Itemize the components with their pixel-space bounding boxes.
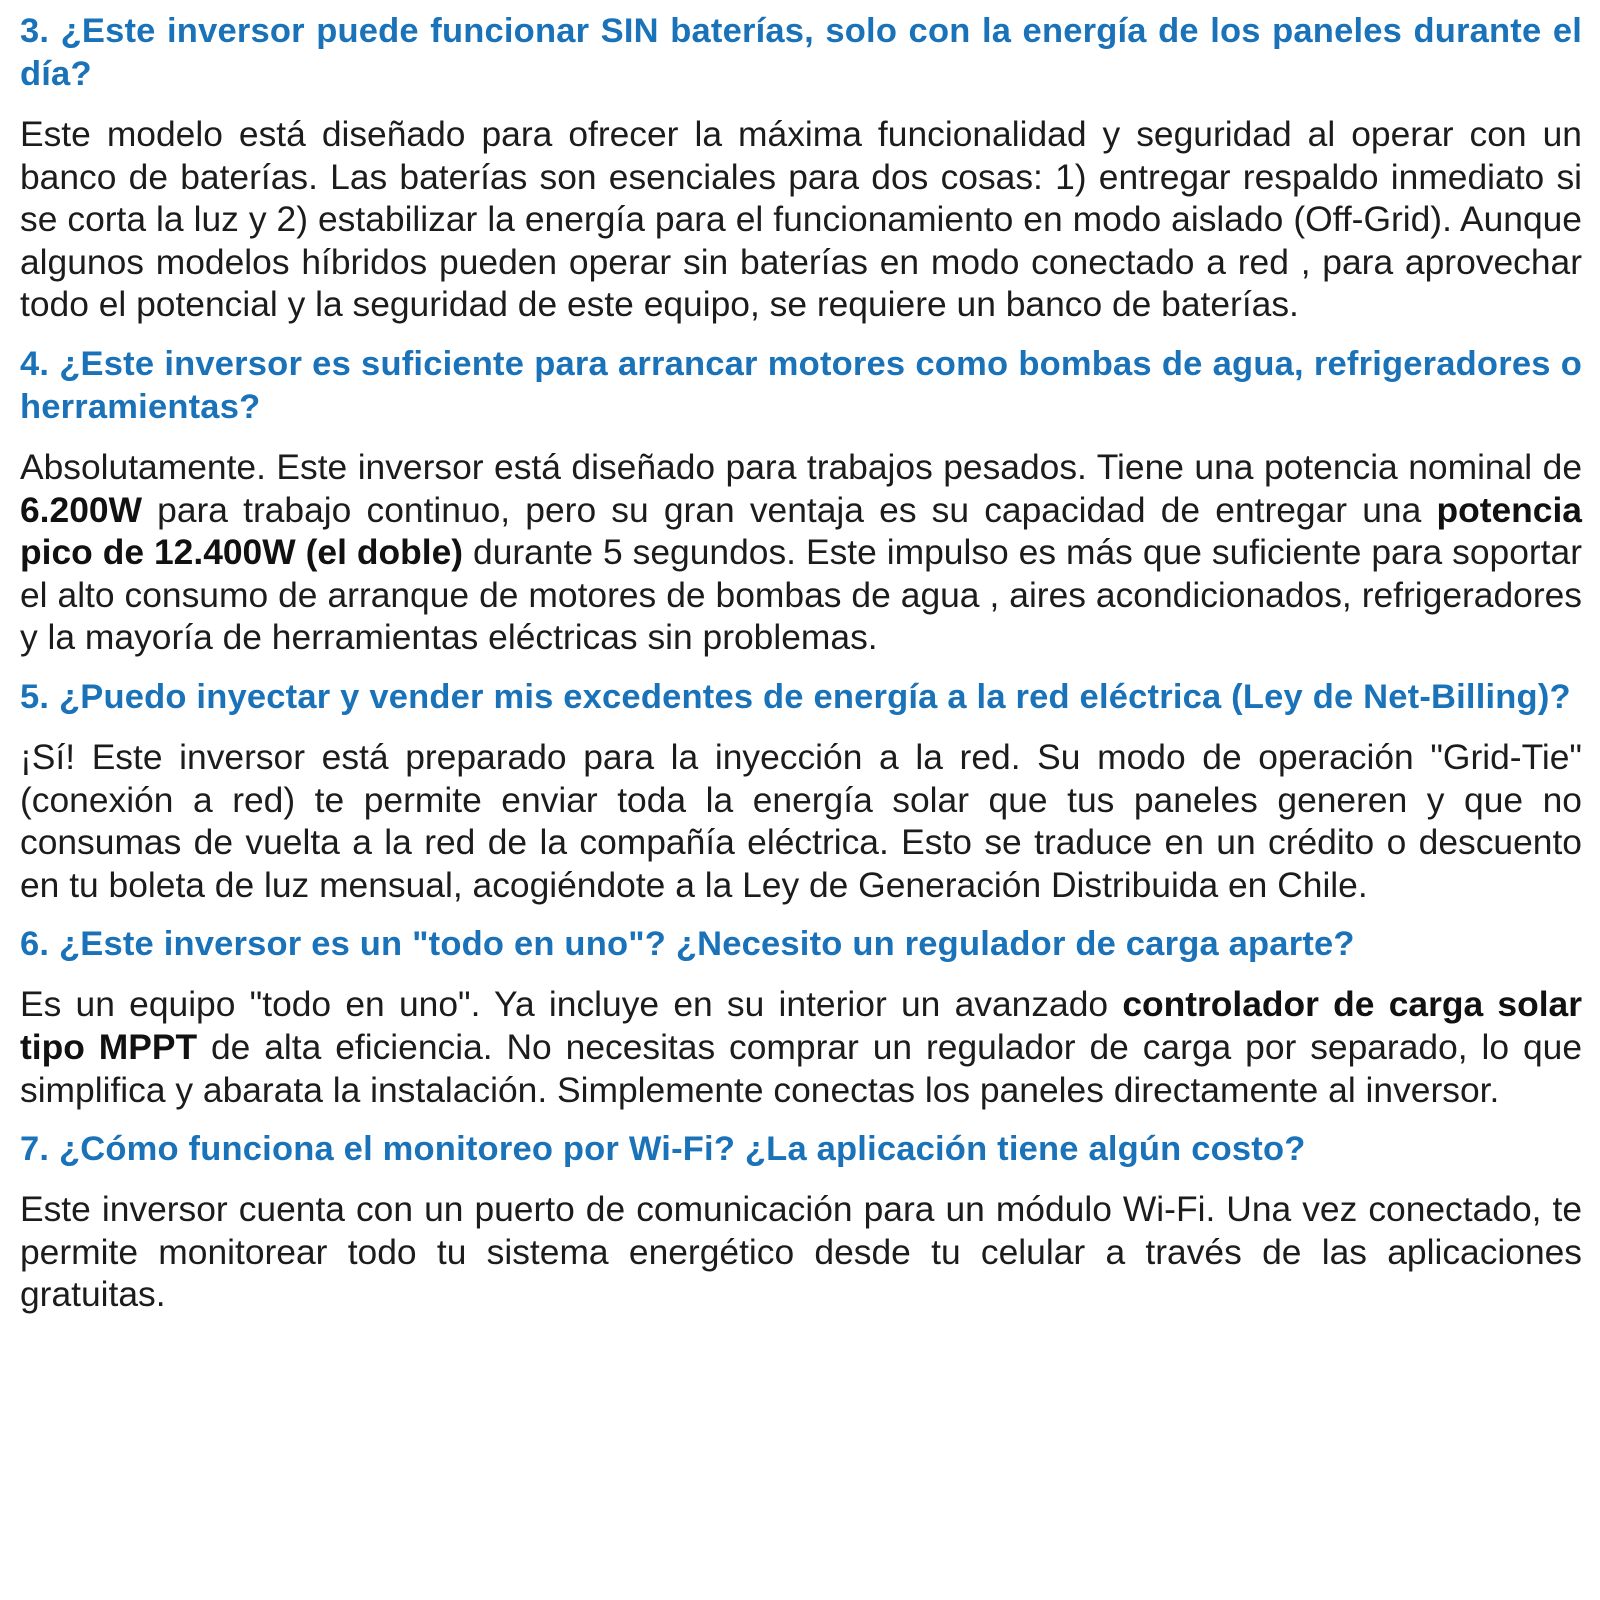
- faq-item: [20, 1128, 1582, 1316]
- faq-item: [20, 10, 1582, 326]
- faq-question: 6. ¿Este inversor es un "todo en uno"? ¿Necesito un regulador de carga aparte?: [20, 925, 1355, 964]
- faq-list: [20, 10, 1582, 1333]
- answer-text: Absolutamente. Este inversor está diseñado para trabajos pesados. Tiene una potencia nominal de: [20, 446, 1582, 487]
- faq-question: 5. ¿Puedo inyectar y vender mis excedentes de energía a la red eléctrica (Ley de Net-Billing)?: [20, 677, 1571, 716]
- faq-answer: [20, 1188, 1582, 1316]
- faq-answer: [20, 446, 1582, 659]
- answer-text: Este inversor cuenta con un puerto de comunicación para un módulo Wi-Fi. Una vez conectado, te permite monitorear todo tu sistema energético desde tu celular a través de las aplicaciones gratuitas.: [20, 1189, 1582, 1315]
- faq-item: [20, 923, 1582, 1111]
- answer-text: durante 5 segundos. Este impulso es más que suficiente para soportar el alto consumo de arranque de motores de bombas de agua , aires acondicionados, refrigeradores y la mayoría de herramientas eléctricas sin problemas.: [20, 532, 1582, 658]
- faq-item: [20, 676, 1582, 906]
- answer-bold-text: controlador de carga solar tipo MPPT: [20, 984, 1582, 1067]
- faq-answer: [20, 983, 1582, 1111]
- faq-item: [20, 343, 1582, 659]
- answer-text: ¡Sí! Este inversor está preparado para la inyección a la red. Su modo de operación "Grid-Tie" (conexión a red) te permite enviar toda la energía solar que tus paneles generen y que no consumas de vuelta a la red de la compañía eléctrica. Esto se traduce en un crédito o descuento en tu boleta de luz mensual, acogiéndote a la Ley de Generación Distribuida en Chile.: [20, 736, 1582, 905]
- answer-text: para trabajo continuo, pero su gran ventaja es su capacidad de entregar una: [141, 489, 1437, 530]
- faq-answer: [20, 736, 1582, 906]
- answer-bold-text: 6.200W: [20, 489, 142, 530]
- answer-text: Este modelo está diseñado para ofrecer la máxima funcionalidad y seguridad al operar con un banco de baterías. Las baterías son esenciales para dos cosas: 1) entregar respaldo inmediato si se corta la luz y 2) estabilizar la energía para el funcionamiento en modo aislado (Off-Grid). Aunque algunos modelos híbridos pueden operar sin baterías en modo conectado a red , para aprovechar todo el potencial y la seguridad de este equipo, se requiere un banco de baterías.: [20, 114, 1582, 325]
- faq-question: 4. ¿Este inversor es suficiente para arrancar motores como bombas de agua, refrigeradores o herramientas?: [20, 344, 1582, 426]
- faq-question: 3. ¿Este inversor puede funcionar SIN baterías, solo con la energía de los paneles durante el día?: [20, 12, 1582, 93]
- answer-text: Es un equipo "todo en uno". Ya incluye en su interior un avanzado: [20, 984, 1123, 1025]
- faq-question: 7. ¿Cómo funciona el monitoreo por Wi-Fi? ¿La aplicación tiene algún costo?: [20, 1130, 1306, 1169]
- faq-answer: [20, 113, 1582, 326]
- answer-bold-text: potencia pico de 12.400W (el doble): [20, 489, 1582, 573]
- answer-text: de alta eficiencia. No necesitas comprar un regulador de carga por separado, lo que simplifica y abarata la instalación. Simplemente conectas los paneles directamente al inversor.: [20, 1026, 1582, 1110]
